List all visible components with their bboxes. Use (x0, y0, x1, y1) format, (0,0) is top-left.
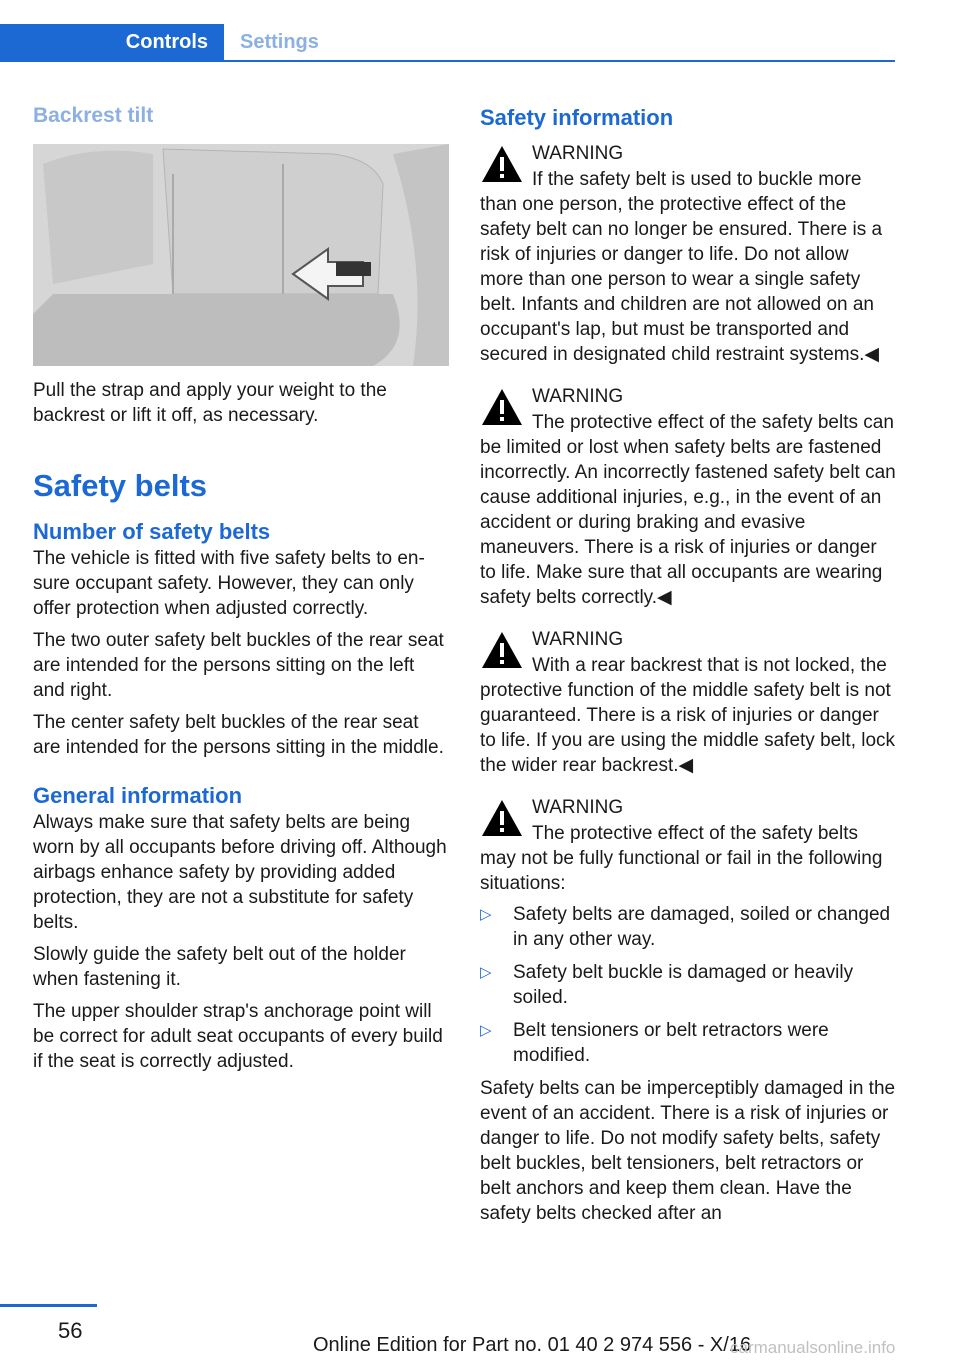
header-bar (0, 0, 960, 62)
backrest-figure (33, 144, 449, 366)
triangle-bullet-icon: ▷ (480, 1022, 492, 1039)
paragraph: Always make sure that safety belts are being worn by all occupants before driving off. Although airbags enhance safety by providing added protection, they are not a substitute for safety belts. (33, 812, 447, 933)
warning-label: WARNING (532, 143, 624, 164)
warning-label: WARNING (532, 386, 624, 407)
situations-list (480, 902, 896, 1068)
list-item-text: Safety belts are damaged, soiled or changed in any other way. (513, 904, 891, 950)
list-item-text: Safety belt buckle is damaged or heavily soiled. (513, 962, 854, 1008)
warning-text: If the safety belt is used to buckle more than one person, the protective effect of the safety belt can no longer be ensured. There is a risk of injuries or danger to life. Do not allow more than one person to wear a single safety belt. Infants and children are not allowed on an occupant's lap, but must be transported and secured in designated child restraint systems.◀ (480, 169, 883, 365)
page-number: 56 (58, 1318, 83, 1343)
triangle-bullet-icon: ▷ (480, 906, 492, 923)
warning-text: With a rear backrest that is not locked, the protective function of the middle safety belt is not guaranteed. There is a risk of injuries or danger to life. If you are using the middle safety belt, lock the wider rear backrest.◀ (480, 655, 896, 776)
paragraph: The vehicle is fitted with five safety belts to ensure occupant safety. However, they can only offer protection when adjusted correctly. (33, 548, 425, 619)
warning-label: WARNING (532, 797, 624, 818)
paragraph: The two outer safety belt buckles of the rear seat are intended for the persons sitting on the left and right. (33, 630, 444, 701)
triangle-bullet-icon: ▷ (480, 964, 492, 981)
list-item-text: Belt tensioners or belt retractors were modified. (513, 1020, 829, 1066)
edition-footer: Online Edition for Part no. 01 40 2 974 556 - X/16 (313, 1334, 752, 1356)
list-item (480, 902, 896, 952)
footer-rule (0, 1304, 97, 1307)
list-item (480, 1018, 896, 1068)
safety-belts-title: Safety belts (33, 468, 208, 503)
warning-triangle-icon (480, 630, 524, 670)
rear-seat-illustration (33, 144, 449, 366)
warning-text: The protective effect of the safety belts can be limited or lost when safety belts are fastened incorrectly. An incorrectly fastened safety belt can cause additional injuries, e.g., in the event of an accident or during braking and evasive maneuvers. There is a risk of injuries or danger to life. Make sure that all occupants are wearing safety belts correctly.◀ (480, 412, 896, 608)
warning-triangle-icon (480, 387, 524, 427)
tab-settings[interactable] (224, 24, 335, 61)
warning-triangle-icon (480, 144, 524, 184)
warning-label: WARNING (532, 629, 624, 650)
paragraph: The upper shoulder strap's anchorage point will be correct for adult seat occupants of every build if the seat is correctly adjusted. (33, 1001, 443, 1072)
backrest-text: Pull the strap and apply your weight to the backrest or lift it off, as necessary. (33, 380, 387, 426)
warning-block (480, 626, 896, 778)
list-item (480, 960, 896, 1010)
tab-controls[interactable] (0, 24, 224, 61)
backrest-tilt-heading: Backrest tilt (33, 104, 154, 127)
tab-settings-label: Settings (240, 31, 319, 53)
right-column (480, 100, 896, 1233)
watermark: carmanualsonline.info (730, 1338, 896, 1357)
tab-controls-label: Controls (125, 31, 208, 53)
closing-paragraph: Safety belts can be imperceptibly damaged in the event of an accident. There is a risk of injuries or danger to life. Do not modify safety belts, safety belt buckles, belt tensioners, belt retractors or belt anchors and keep them clean. Have the safety belts checked after an (480, 1078, 896, 1224)
paragraph: Slowly guide the safety belt out of the holder when fastening it. (33, 944, 406, 990)
left-column (33, 100, 449, 1081)
warning-triangle-icon (480, 798, 524, 838)
paragraph: The center safety belt buckles of the rear seat are intended for the persons sitting in the middle. (33, 712, 444, 758)
safety-information-heading: Safety information (480, 105, 674, 130)
warning-block (480, 383, 896, 610)
number-of-belts-heading: Number of safety belts (33, 519, 271, 544)
header-rule (0, 60, 895, 62)
warning-text: The protective effect of the safety belts may not be fully functional or fail in the following situations: (480, 823, 883, 894)
warning-block (480, 794, 896, 896)
general-information-heading: General information (33, 783, 243, 808)
warning-block (480, 140, 896, 367)
